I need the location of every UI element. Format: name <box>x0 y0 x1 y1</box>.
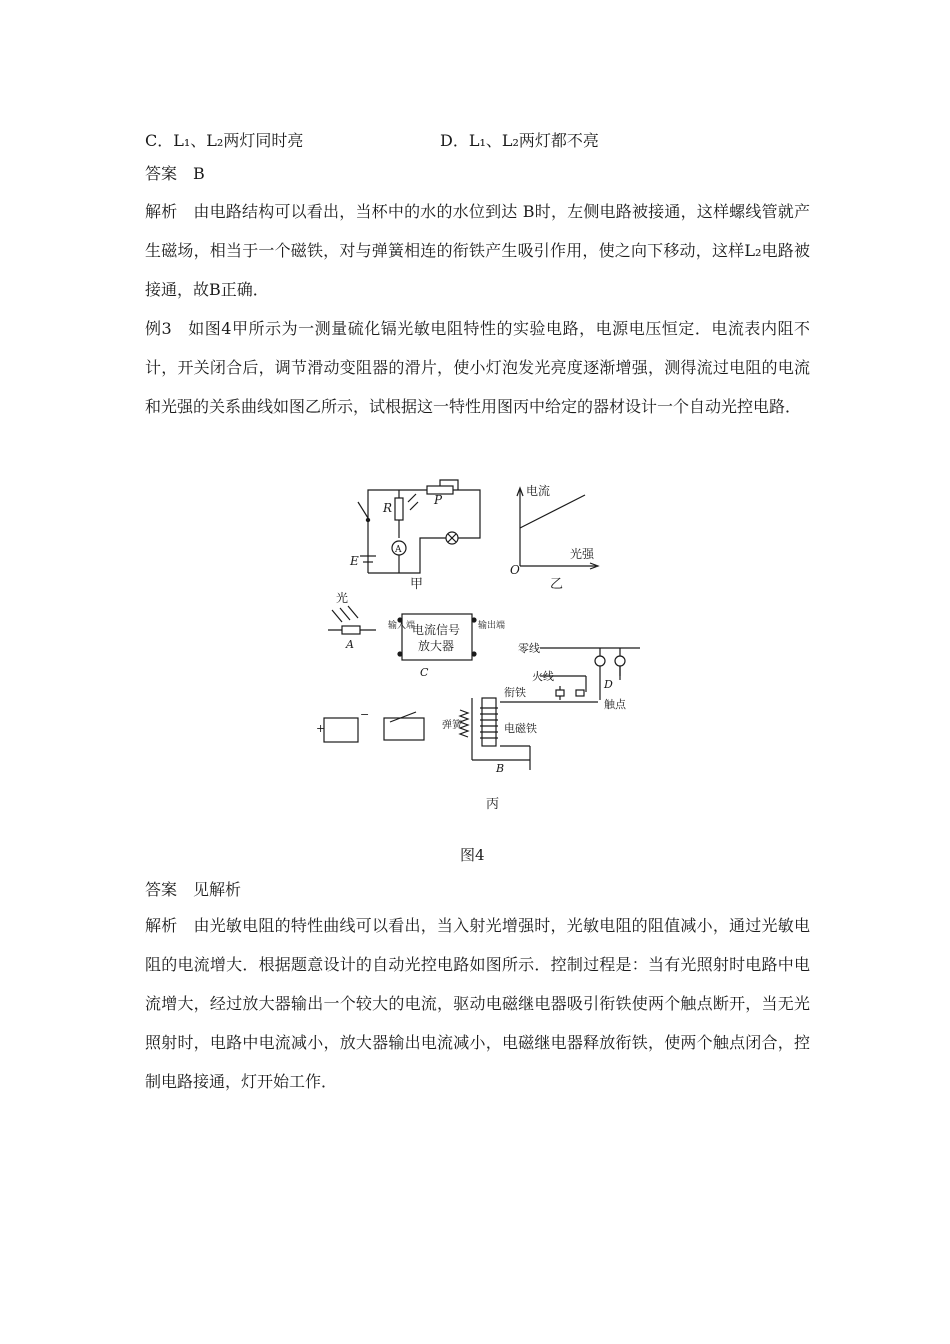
label-relay-b: B <box>496 762 505 775</box>
label-jia: 甲 <box>410 577 424 592</box>
label-ammeter: A <box>395 545 402 555</box>
switch-icon <box>384 718 424 740</box>
example-3-label: 例3 <box>145 319 172 338</box>
label-p: P <box>434 493 443 507</box>
label-live: 火线 <box>532 670 554 683</box>
label-resistor-a: A <box>346 638 354 651</box>
analysis-1-text: 由电路结构可以看出，当杯中的水的水位到达 B时，左侧电路被接通，这样螺线管就产生磁场，相当于一个磁铁，对与弹簧相连的衔铁产生吸引作用，使之向下移动，这样L₂电路被接通，故B正确． <box>145 202 810 299</box>
amp-input: 输入端 <box>388 621 416 631</box>
example-3-text: 如图4甲所示为一测量硫化镉光敏电阻特性的实验电路，电源电压恒定．电流表内阻不计，开关闭合后，调节滑动变阻器的滑片，使小灯泡发光亮度逐渐增强，测得流过电阻的电流和光强的关系曲线如图乙所示，试根据这一特性用图丙中给定的器材设计一个自动光控电路． <box>145 319 810 416</box>
label-amp-c: C <box>420 666 429 679</box>
label-yi: 乙 <box>550 577 564 592</box>
photoresistor-a <box>342 626 360 634</box>
label-electromagnet: 电磁铁 <box>504 722 537 735</box>
label-contact: 触点 <box>604 698 626 711</box>
amp-line-1: 电流信号 <box>412 623 461 637</box>
label-contact-d: D <box>604 678 613 691</box>
label-current: 电流 <box>526 484 551 498</box>
analysis-1-label: 解析 <box>145 202 178 221</box>
label-armature: 衔铁 <box>504 686 526 699</box>
answer-1 <box>145 164 205 184</box>
answer-1-label: 答案 <box>145 164 178 183</box>
lamp-2-icon <box>615 656 625 666</box>
lamp-1-icon <box>595 656 605 666</box>
label-e: E <box>350 554 359 568</box>
answer-2-label: 答案 <box>145 880 178 899</box>
amp-line-2: 放大器 <box>418 639 455 653</box>
label-light: 光 <box>336 591 349 605</box>
label-bing: 丙 <box>486 797 500 812</box>
current-light-curve <box>520 495 585 528</box>
relay-core <box>482 698 496 746</box>
analysis-2 <box>145 906 810 1101</box>
label-light-intensity: 光强 <box>570 547 595 561</box>
battery-icon <box>324 718 358 742</box>
amp-output: 输出端 <box>478 621 506 631</box>
analysis-2-text: 由光敏电阻的特性曲线可以看出，当入射光增强时，光敏电阻的阻值减小，通过光敏电阻的电流增大．根据题意设计的自动光控电路如图所示．控制过程是：当有光照射时电路中电流增大，经过放大器输出一个较大的电流，驱动电磁继电器吸引衔铁使两个触点断开，当无光照射时，电路中电流减小，放大器输出电流减小，电磁继电器释放衔铁，使两个触点闭合，控制电路接通，灯开始工作． <box>145 916 810 1091</box>
option-d: D．L₁、L₂两灯都不亮 <box>440 131 599 150</box>
label-neutral: 零线 <box>518 642 540 655</box>
figure-caption: 图4 <box>460 846 485 864</box>
analysis-1 <box>145 192 810 309</box>
label-spring: 弹簧 <box>442 720 462 731</box>
example-3 <box>145 309 810 426</box>
answer-1-value: B <box>193 164 205 183</box>
label-origin: O <box>510 563 520 577</box>
answer-2 <box>145 880 241 900</box>
figure-4 <box>300 470 660 815</box>
label-plus: + <box>316 722 326 735</box>
label-minus: − <box>360 708 370 721</box>
circuit-jia <box>358 480 480 573</box>
analysis-2-label: 解析 <box>145 916 178 935</box>
photoresistor-r <box>395 498 403 520</box>
label-r: R <box>383 501 393 515</box>
option-c: C．L₁、L₂两灯同时亮 <box>145 131 304 150</box>
answer-2-value: 见解析 <box>193 880 242 899</box>
